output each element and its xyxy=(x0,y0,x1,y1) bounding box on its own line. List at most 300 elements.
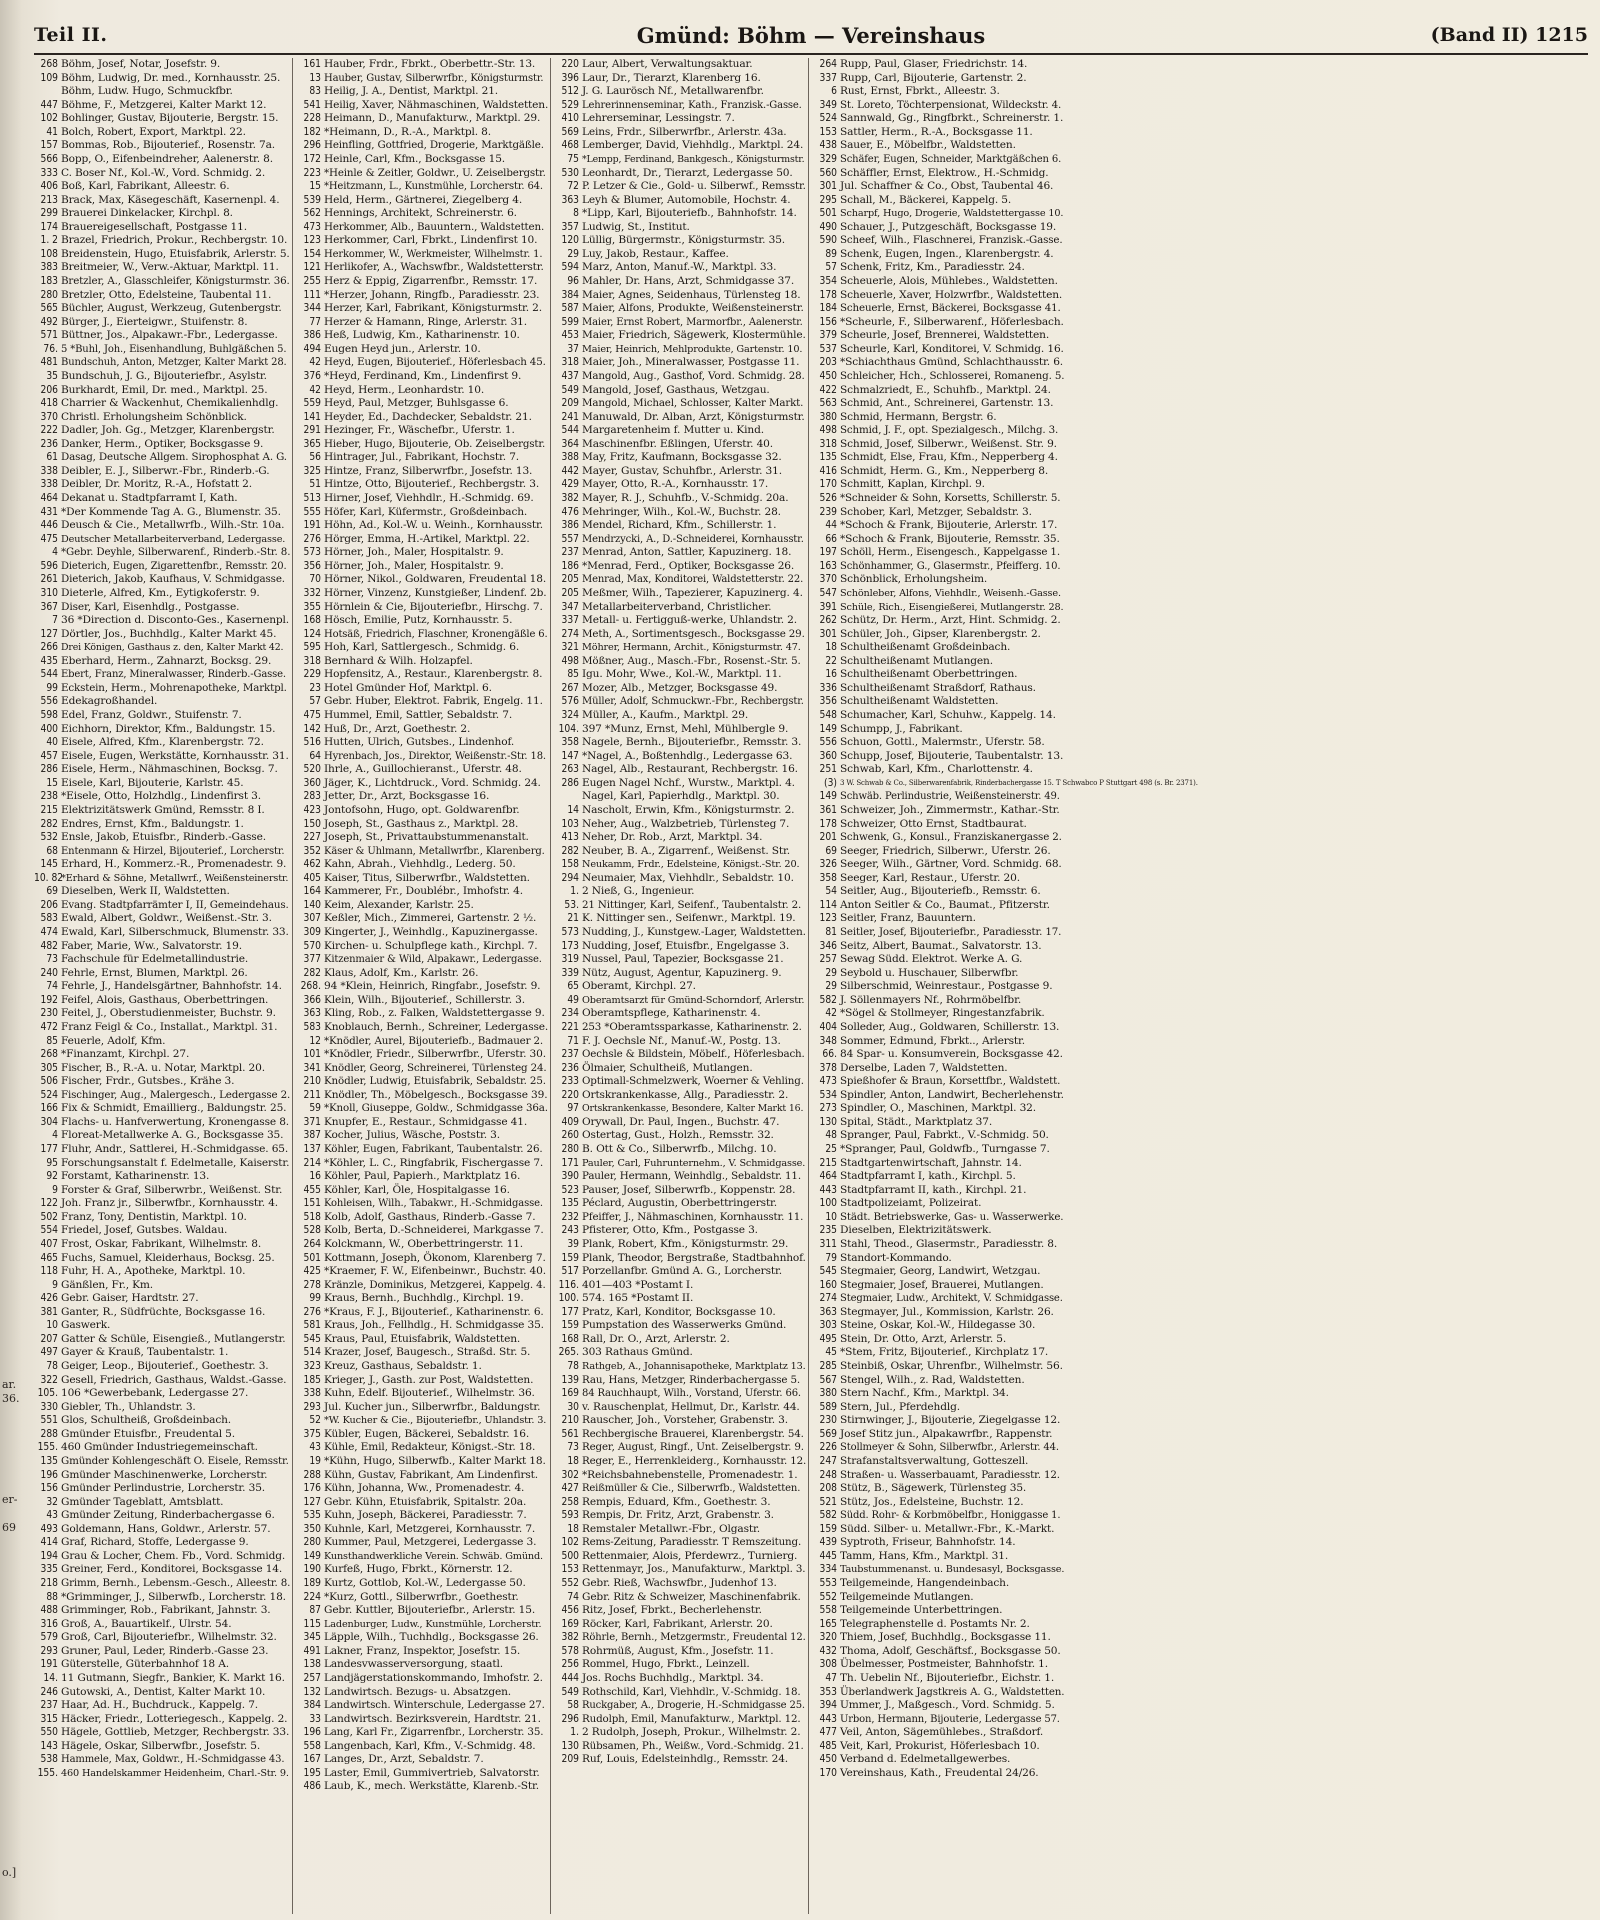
entry-text: Ganter, R., Südfrüchte, Bocksgasse 16. xyxy=(61,1305,266,1318)
entry-text: Gänßlen, Fr., Km. xyxy=(61,1278,154,1291)
entry-text: Jetter, Dr., Arzt, Bocksgasse 16. xyxy=(324,790,490,803)
entry-text: 460 Handelskammer Heidenheim, Charl.-Str. 9. xyxy=(61,1767,289,1779)
entry-text: K. Nittinger sen., Seifenwr., Marktpl. 19. xyxy=(582,912,796,925)
directory-entry xyxy=(34,1116,289,1130)
phone-number: 382 xyxy=(561,493,579,504)
entry-text: *Knödler, Friedr., Silberwrfbr., Uferstr. 30. xyxy=(324,1048,546,1061)
directory-entry xyxy=(34,1713,289,1727)
phone-number: 587 xyxy=(561,303,579,315)
directory-entry xyxy=(297,465,547,479)
directory-entry xyxy=(813,261,1063,275)
directory-entry xyxy=(555,99,805,113)
entry-text: Böhm, Ludw. Hugo, Schmuckfbr. xyxy=(61,85,233,98)
directory-entry xyxy=(813,207,1063,221)
entry-text: Kitzenmaier & Wild, Alpakawr., Ledergasse. xyxy=(324,954,542,966)
phone-number: 280 xyxy=(303,1537,321,1549)
directory-entry xyxy=(813,343,1063,357)
phone-number: 545 xyxy=(819,1266,837,1278)
entry-text: Brauerei Dinkelacker, Kirchpl. 8. xyxy=(61,207,233,220)
directory-entry xyxy=(34,614,289,628)
entry-text: Stütz, Jos., Edelsteine, Buchstr. 12. xyxy=(840,1495,1024,1508)
directory-entry xyxy=(813,845,1063,859)
entry-text: Geiger, Leop., Bijouterief., Goethestr. 3. xyxy=(61,1360,269,1372)
directory-entry xyxy=(34,845,289,859)
phone-number: 183 xyxy=(40,276,58,287)
entry-text: Übelmesser, Postmeister, Bahnhofstr. 1. xyxy=(840,1658,1048,1671)
phone-number: 196 xyxy=(40,1469,58,1481)
phone-number: 83 xyxy=(309,86,321,98)
entry-text: Höhn, Ad., Kol.-W. u. Weinh., Kornhausstr. xyxy=(324,519,544,532)
entry-text: Landwirtsch. Winterschule, Ledergasse 27. xyxy=(324,1699,545,1712)
phone-number: 102 xyxy=(561,1537,579,1549)
directory-entry xyxy=(34,560,289,574)
entry-text: Eisele, Karl, Bijouterie, Karlstr. 45. xyxy=(61,776,244,789)
entry-text: Heyd, Eugen, Bijouterief., Höferlesbach 45. xyxy=(324,356,546,369)
entry-text: Dieselben, Werk II, Waldstetten. xyxy=(61,885,230,898)
directory-entry xyxy=(555,1469,805,1483)
directory-entry xyxy=(34,641,289,655)
entry-text: Pfisterer, Otto, Kfm., Postgasse 3. xyxy=(582,1224,758,1237)
directory-entry xyxy=(813,1007,1063,1021)
directory-columns xyxy=(34,58,1588,1914)
entry-text: Kingerter, J., Weinhdlg., Kapuzinergasse. xyxy=(324,926,538,938)
phone-number: 523 xyxy=(561,1184,579,1196)
phone-number: 541 xyxy=(303,99,321,111)
entry-text: Schweizer, Otto Ernst, Stadtbaurat. xyxy=(840,817,1027,830)
phone-number: 286 xyxy=(40,764,58,776)
phone-number: (3) xyxy=(824,777,837,789)
phone-number: 173 xyxy=(561,940,579,952)
entry-text: Hennings, Architekt, Schreinerstr. 6. xyxy=(324,207,517,220)
directory-entry xyxy=(555,112,805,126)
directory-entry xyxy=(813,1401,1063,1415)
entry-text: Groß, Carl, Bijouteriefbr., Wilhelmstr. 32. xyxy=(61,1631,277,1644)
entry-text: Dieterich, Jakob, Kaufhaus, V. Schmidgasse. xyxy=(61,573,285,586)
directory-entry xyxy=(34,1686,289,1700)
phone-number: 569 xyxy=(819,1428,837,1440)
directory-entry xyxy=(813,831,1063,845)
directory-entry xyxy=(34,1035,289,1049)
entry-text: Seitler, Aug., Bijouteriefb., Remsstr. 6. xyxy=(840,885,1041,898)
entry-text: Lüllig, Bürgermstr., Königsturmstr. 35. xyxy=(582,234,786,247)
directory-entry xyxy=(813,1360,1063,1374)
phone-number: 35 xyxy=(46,370,58,382)
phone-number: 95 xyxy=(46,1157,58,1169)
directory-entry xyxy=(297,845,547,859)
entry-text: Maier, Friedrich, Sägewerk, Klostermühle. xyxy=(582,329,806,342)
directory-entry xyxy=(555,777,805,791)
directory-entry xyxy=(813,1116,1063,1130)
entry-text: *Stem, Fritz, Bijouterief., Kirchplatz 17. xyxy=(840,1346,1049,1359)
phone-number: 143 xyxy=(40,1740,58,1752)
phone-number: 457 xyxy=(40,750,58,762)
directory-entry xyxy=(555,1591,805,1605)
entry-text: Stein, Dr. Otto, Arzt, Arlerstr. 5. xyxy=(840,1332,1007,1345)
phone-number: 422 xyxy=(819,384,837,396)
directory-entry xyxy=(813,940,1063,954)
entry-text: Schüle, Rich., Eisengießerei, Mutlangerstr. 28. xyxy=(840,601,1064,613)
entry-text: Schultheißenamt Waldstetten. xyxy=(840,695,999,708)
directory-entry xyxy=(297,506,547,520)
directory-entry xyxy=(34,668,289,682)
entry-text: Schultheißenamt Mutlangen. xyxy=(840,654,993,667)
phone-number: 39 xyxy=(567,1238,579,1250)
phone-number: 32 xyxy=(46,1496,58,1508)
directory-entry xyxy=(297,912,547,926)
directory-entry xyxy=(297,356,547,370)
directory-entry xyxy=(34,967,289,981)
entry-text: Hezinger, Fr., Wäschefbr., Uferstr. 1. xyxy=(324,424,515,437)
entry-text: Maier, Ernst Robert, Marmorfbr., Aalenerstr. xyxy=(582,316,803,328)
entry-text: Kraus, Joh., Fellhdlg., H. Schmidgasse 35. xyxy=(324,1319,544,1332)
volume-page-number: (Band II) 1215 xyxy=(1430,24,1588,46)
directory-entry xyxy=(555,573,805,587)
phone-number: 416 xyxy=(819,465,837,477)
phone-number: 554 xyxy=(40,1225,58,1237)
phone-number: 321 xyxy=(561,642,579,654)
entry-text: Südd. Rohr- & Korbmöbelfbr., Honiggasse 1. xyxy=(840,1510,1061,1522)
phone-number: 235 xyxy=(819,1225,837,1237)
directory-entry xyxy=(34,655,289,669)
phone-number: 268 xyxy=(40,59,58,70)
phone-number: 559 xyxy=(303,398,321,410)
directory-entry xyxy=(34,1211,289,1225)
phone-number: 264 xyxy=(303,1238,321,1250)
entry-text: Teilgemeinde Mutlangen. xyxy=(840,1590,974,1603)
directory-entry xyxy=(813,1292,1063,1306)
entry-text: Gatter & Schüle, Eisengieß., Mutlangerstr. xyxy=(61,1332,286,1345)
directory-entry xyxy=(297,1577,547,1591)
directory-entry xyxy=(813,289,1063,303)
directory-entry xyxy=(813,1387,1063,1401)
phone-number: 261 xyxy=(40,574,58,586)
entry-text: Gebr. Kuttler, Bijouteriefbr., Arlerstr. 15. xyxy=(324,1604,536,1617)
directory-entry xyxy=(813,1333,1063,1347)
entry-text: Telegraphenstelle d. Postamts Nr. 2. xyxy=(840,1617,1030,1630)
entry-text: Fehrle, J., Handelsgärtner, Bahnhofstr. 14. xyxy=(61,980,282,993)
entry-text: Köhler, Eugen, Fabrikant, Taubentalstr. 26. xyxy=(324,1143,543,1155)
entry-text: Endres, Ernst, Kfm., Baldungstr. 1. xyxy=(61,817,244,830)
phone-number: 497 xyxy=(40,1347,58,1359)
phone-number: 209 xyxy=(561,1754,579,1766)
entry-text: Hieber, Hugo, Bijouterie, Ob. Zeiselbergstr. xyxy=(324,437,546,450)
directory-entry xyxy=(555,384,805,398)
phone-number: 446 xyxy=(40,520,58,532)
entry-text: Nascholt, Erwin, Kfm., Königsturmstr. 2. xyxy=(582,803,795,816)
entry-text: *Sögel & Stollmeyer, Ringestanzfabrik. xyxy=(840,1007,1045,1020)
margin-fragment: er- xyxy=(2,1493,18,1506)
phone-number: 7 xyxy=(52,615,58,627)
entry-text: Rübsamen, Ph., Weißw., Vord.-Schmidg. 21. xyxy=(582,1739,804,1752)
entry-text: Eberhard, Herm., Zahnarzt, Bocksg. 29. xyxy=(61,654,272,667)
directory-entry xyxy=(297,384,547,398)
phone-number: 21 xyxy=(567,913,579,925)
directory-entry xyxy=(297,926,547,940)
phone-number xyxy=(34,85,61,99)
directory-entry xyxy=(555,1170,805,1184)
directory-entry xyxy=(813,492,1063,506)
entry-text: Schober, Karl, Metzger, Sebaldstr. 3. xyxy=(840,505,1032,518)
phone-number: 186 xyxy=(561,560,579,572)
directory-entry xyxy=(34,940,289,954)
entry-text: 94 *Klein, Heinrich, Ringfabr., Josefstr. 9. xyxy=(324,980,541,993)
entry-text: Schwenk, G., Konsul., Franziskanergasse 2. xyxy=(840,831,1062,844)
entry-text: Mangold, Josef, Gasthaus, Wetzgau. xyxy=(582,383,770,396)
phone-number: 548 xyxy=(819,710,837,721)
phone-number: 13 xyxy=(309,72,321,84)
phone-number: 565 xyxy=(40,303,58,315)
directory-entry xyxy=(297,1170,547,1184)
directory-entry xyxy=(297,940,547,954)
phone-number: 71 xyxy=(567,1035,579,1047)
entry-text: Deibler, E. J., Silberwr.-Fbr., Rinderb.-G. xyxy=(61,464,270,477)
directory-entry xyxy=(555,1658,805,1672)
entry-text: Eisele, Alfred, Kfm., Klarenbergstr. 72. xyxy=(61,736,264,749)
entry-text: Mangold, Michael, Schlosser, Kalter Markt. xyxy=(582,397,804,410)
directory-entry xyxy=(555,1726,805,1740)
directory-entry xyxy=(813,1604,1063,1618)
directory-entry xyxy=(297,1089,547,1103)
phone-number: 593 xyxy=(561,1510,579,1522)
entry-text: Steinbiß, Oskar, Uhrenfbr., Wilhelmstr. 56. xyxy=(840,1360,1063,1372)
phone-number: 159 xyxy=(561,1320,579,1332)
entry-text: Meßmer, Wilh., Tapezierer, Kapuzinerg. 4. xyxy=(582,586,803,599)
directory-entry xyxy=(297,1563,547,1577)
phone-number: 260 xyxy=(561,1130,579,1142)
entry-text: Lakner, Franz, Inspektor, Josefstr. 15. xyxy=(324,1644,521,1657)
phone-number: 132 xyxy=(303,1686,321,1698)
phone-number: 257 xyxy=(303,1672,321,1684)
directory-entry xyxy=(813,1563,1063,1577)
directory-entry xyxy=(297,139,547,153)
entry-text: Fuhr, H. A., Apotheke, Marktpl. 10. xyxy=(61,1265,246,1278)
phone-number: 127 xyxy=(303,1496,321,1508)
phone-number: 155. xyxy=(37,1767,58,1779)
phone-number: 370 xyxy=(819,574,837,586)
phone-number: 177 xyxy=(40,1144,58,1155)
entry-text: Teilgemeinde Unterbettringen. xyxy=(840,1604,1003,1617)
entry-text: Krieger, J., Gasth. zur Post, Waldstetten. xyxy=(324,1373,534,1386)
entry-text: Scheurle, Karl, Konditorei, V. Schmidg. 16. xyxy=(840,342,1064,355)
entry-text: Heyd, Paul, Metzger, Buhlsgasse 6. xyxy=(324,397,509,410)
directory-entry xyxy=(813,546,1063,560)
directory-entry xyxy=(555,1536,805,1550)
entry-text: Schmidt, Else, Frau, Kfm., Nepperberg 4. xyxy=(840,451,1058,464)
directory-entry xyxy=(555,1374,805,1388)
directory-entry xyxy=(34,1726,289,1740)
entry-text: Fischer, Frdr., Gutsbes., Krähe 3. xyxy=(61,1075,235,1088)
directory-entry xyxy=(813,99,1063,113)
phone-number: 9 xyxy=(52,1279,58,1291)
directory-entry xyxy=(297,451,547,465)
directory-entry xyxy=(297,1319,547,1333)
directory-entry xyxy=(34,1252,289,1266)
phone-number: 500 xyxy=(561,1550,579,1562)
entry-text: Büttner, Jos., Alpakawr.-Fbr., Ledergasse. xyxy=(61,329,278,342)
directory-entry xyxy=(34,587,289,601)
entry-text: *Heyd, Ferdinand, Km., Lindenfirst 9. xyxy=(324,369,522,382)
directory-entry xyxy=(813,85,1063,99)
phone-number: 355 xyxy=(303,601,321,613)
directory-entry xyxy=(555,790,805,804)
entry-text: Böhme, F., Metzgerei, Kalter Markt 12. xyxy=(61,98,267,111)
directory-entry xyxy=(297,1224,547,1238)
directory-entry xyxy=(813,411,1063,425)
entry-text: Orywall, Dr. Paul, Ingen., Buchstr. 47. xyxy=(582,1115,780,1128)
phone-number: 473 xyxy=(819,1076,837,1088)
phone-number: 544 xyxy=(561,425,579,437)
entry-text: Heilig, Xaver, Nähmaschinen, Waldstetten. xyxy=(324,98,549,111)
entry-text: Hopfensitz, A., Restaur., Klarenbergstr. 8. xyxy=(324,668,543,681)
phone-number: 387 xyxy=(303,1130,321,1142)
directory-entry xyxy=(34,953,289,967)
directory-entry xyxy=(297,709,547,723)
directory-entry xyxy=(34,1143,289,1157)
phone-number: 75 xyxy=(567,153,579,165)
margin-fragment: 36. xyxy=(2,1392,20,1405)
phone-number: 552 xyxy=(819,1591,837,1603)
phone-number: 56 xyxy=(309,452,321,464)
phone-number: 85 xyxy=(567,669,579,681)
phone-number: 443 xyxy=(819,1713,837,1725)
directory-entry xyxy=(555,682,805,696)
directory-entry xyxy=(555,234,805,248)
directory-entry xyxy=(34,451,289,465)
directory-entry xyxy=(34,465,289,479)
entry-text: Dekanat u. Stadtpfarramt I, Kath. xyxy=(61,492,238,504)
directory-entry xyxy=(34,546,289,560)
phone-number: 161 xyxy=(303,59,321,70)
phone-number: 477 xyxy=(819,1727,837,1739)
entry-text: F. J. Oechsle Nf., Manuf.-W., Postg. 13. xyxy=(582,1034,781,1047)
directory-entry xyxy=(813,248,1063,262)
entry-text: Schumpp, J., Fabrikant. xyxy=(840,722,963,735)
phone-number: 236 xyxy=(561,1062,579,1074)
directory-entry xyxy=(555,1414,805,1428)
entry-text: Schäfer, Eugen, Schneider, Marktgäßchen 6. xyxy=(840,153,1062,165)
directory-entry xyxy=(555,601,805,615)
directory-entry xyxy=(813,804,1063,818)
phone-number: 318 xyxy=(561,357,579,369)
phone-number: 206 xyxy=(40,384,58,396)
directory-entry xyxy=(34,573,289,587)
entry-text: Grimm, Bernh., Lebensm.-Gesch., Alleestr. 8. xyxy=(61,1577,291,1589)
phone-number: 556 xyxy=(40,696,58,708)
directory-entry xyxy=(813,451,1063,465)
directory-entry xyxy=(813,641,1063,655)
directory-entry xyxy=(813,560,1063,574)
phone-number: 304 xyxy=(40,1116,58,1128)
directory-entry xyxy=(813,1767,1063,1781)
directory-entry xyxy=(813,1618,1063,1632)
directory-column-4 xyxy=(808,58,1198,1914)
entry-text: Flachs- u. Hanfverwertung, Kronengasse 8. xyxy=(61,1115,290,1128)
directory-entry xyxy=(555,1509,805,1523)
directory-entry xyxy=(34,1604,289,1618)
phone-number: 178 xyxy=(819,289,837,301)
directory-entry xyxy=(813,750,1063,764)
entry-text: Nütz, August, Agentur, Kapuzinerg. 9. xyxy=(582,966,782,979)
phone-number: 334 xyxy=(819,1564,837,1576)
phone-number: 450 xyxy=(819,1754,837,1766)
entry-text: Röhrle, Bernh., Metzgermstr., Freudental 12. xyxy=(582,1632,806,1644)
entry-text: Mayer, R. J., Schuhfb., V.-Schmidg. 20a. xyxy=(582,492,789,504)
phone-number: 70 xyxy=(309,574,321,586)
phone-number: 169 xyxy=(561,1618,579,1630)
phone-number: 539 xyxy=(303,194,321,206)
directory-entry xyxy=(34,1401,289,1415)
phone-number: 51 xyxy=(309,479,321,491)
directory-entry xyxy=(34,1509,289,1523)
entry-text: Schäffler, Ernst, Elektrow., H.-Schmidg. xyxy=(840,166,1049,179)
directory-entry xyxy=(555,1129,805,1143)
entry-text: Maier, Agnes, Seidenhaus, Türlensteg 18. xyxy=(582,288,801,301)
directory-entry xyxy=(297,261,547,275)
phone-number: 363 xyxy=(561,194,579,206)
entry-text: Ruf, Louis, Edelsteinhdlg., Remsstr. 24. xyxy=(582,1753,788,1766)
directory-entry xyxy=(813,1143,1063,1157)
directory-entry xyxy=(555,872,805,886)
phone-number: 453 xyxy=(561,330,579,342)
entry-text: Stegmaier, Georg, Landwirt, Wetzgau. xyxy=(840,1265,1041,1278)
directory-entry xyxy=(555,153,805,167)
entry-text: Spindler, Anton, Landwirt, Becherlehenstr. xyxy=(840,1088,1064,1101)
phone-number: 156 xyxy=(819,316,837,328)
phone-number: 57 xyxy=(309,696,321,708)
directory-entry xyxy=(813,180,1063,194)
phone-number: 165 xyxy=(819,1618,837,1630)
entry-text: Meth, A., Sortimentsgesch., Bocksgasse 29. xyxy=(582,627,805,640)
directory-entry xyxy=(297,99,547,113)
directory-entry xyxy=(297,397,547,411)
phone-number: 178 xyxy=(819,818,837,830)
entry-text: Kübler, Eugen, Bäckerei, Sebaldstr. 16. xyxy=(324,1427,530,1440)
phone-number: 109 xyxy=(40,72,58,84)
directory-entry xyxy=(813,628,1063,642)
phone-number: 596 xyxy=(40,560,58,572)
directory-entry xyxy=(34,790,289,804)
phone-number: 486 xyxy=(303,1781,321,1793)
directory-entry xyxy=(555,641,805,655)
directory-entry xyxy=(297,1699,547,1713)
entry-text: Heyder, Ed., Dachdecker, Sebaldstr. 21. xyxy=(324,410,532,423)
phone-number: 549 xyxy=(561,384,579,396)
directory-entry xyxy=(297,411,547,425)
phone-number: 288 xyxy=(303,1469,321,1481)
phone-number: 367 xyxy=(40,601,58,613)
phone-number: 545 xyxy=(303,1333,321,1345)
phone-number: 338 xyxy=(303,1388,321,1400)
directory-entry xyxy=(297,343,547,357)
directory-entry xyxy=(297,126,547,140)
phone-number: 74 xyxy=(567,1591,579,1603)
entry-text: Läpple, Wilh., Tuchhdlg., Bocksgasse 26. xyxy=(324,1631,539,1644)
phone-number: 58 xyxy=(567,1700,579,1712)
entry-text: *Nagel, A., Boßtenhdlg., Ledergasse 63. xyxy=(582,749,793,762)
phone-number: 211 xyxy=(303,1089,321,1101)
phone-number: 286 xyxy=(561,777,579,789)
entry-text: Hutten, Ulrich, Gutsbes., Lindenhof. xyxy=(324,736,515,749)
phone-number: 390 xyxy=(561,1171,579,1183)
entry-text: Rems-Zeitung, Paradiesstr. T Remszeitung. xyxy=(582,1536,802,1549)
directory-entry xyxy=(34,153,289,167)
directory-entry xyxy=(555,248,805,262)
entry-text: Joseph, St., Privattaubstummenanstalt. xyxy=(324,831,529,844)
directory-entry xyxy=(813,1211,1063,1225)
directory-entry xyxy=(297,899,547,913)
phone-number: 111 xyxy=(303,289,321,301)
phone-number: 103 xyxy=(561,818,579,830)
